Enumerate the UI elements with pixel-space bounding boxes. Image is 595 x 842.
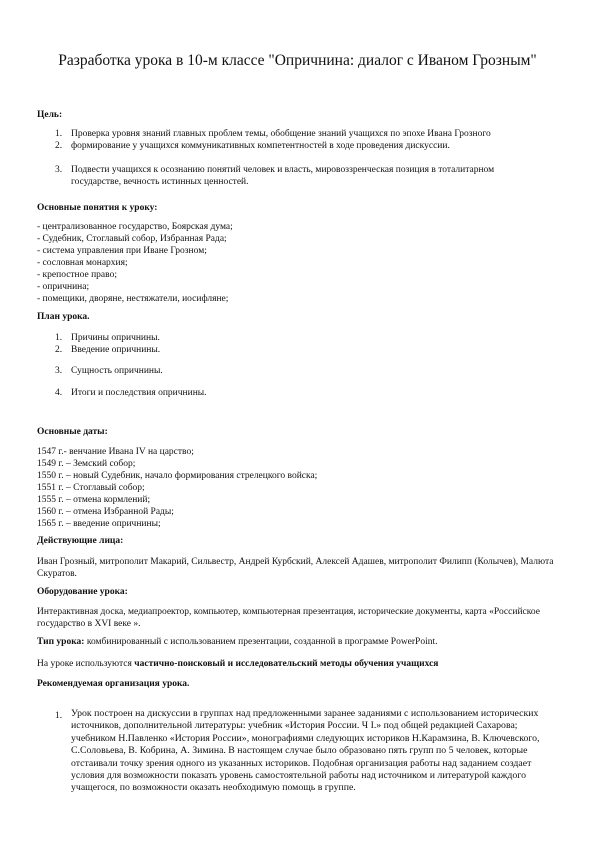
goal-item-text: Подвести учащихся к осознанию понятий человек и власть, мировоззренческая позиция в тоталитарном государстве, вечность истинных ценностей. (71, 165, 495, 187)
plan-item-text: Сущность опричнины. (71, 366, 163, 376)
concept-item: - Судебник, Стоглавый собор, Избранная Рада; (37, 234, 227, 244)
goal-item-text: формирование у учащихся коммуникативных компетентностей в ходе проведения дискуссии. (71, 141, 450, 151)
date-item: 1565 г. – введение опричнины; (37, 519, 161, 529)
plan-item-text: Итоги и последствия опричнины. (71, 388, 207, 398)
concept-item: - централизованное государство, Боярская дума; (37, 222, 233, 232)
goal-heading: Цель: (37, 110, 63, 120)
concept-item: - помещики, дворяне, нестяжатели, иосифляне; (37, 294, 229, 304)
date-item: 1550 г. – новый Судебник, начало формирования стрелецкого войска; (37, 471, 318, 481)
plan-item-text: Введение опричнины. (71, 345, 161, 355)
concepts-heading: Основные понятия к уроку: (37, 203, 158, 213)
page-title: Разработка урока в 10-м классе "Опричнина: диалог с Иваном Грозным" (58, 52, 537, 69)
concept-item: - система управления при Иване Грозном; (37, 246, 207, 256)
plan-heading: План урока. (37, 312, 90, 322)
lesson-type-text: комбинированный с использованием презентации, созданной в программе PowerPoint. (84, 637, 438, 647)
organization-item-text: Урок построен на дискуссии в группах над предложенными заранее заданиями с использованием исторических источников, дополнительной литературы: учебник «История России. Ч I.» под общей редакцией Сахарова; учебником Н.Павленко «История России», монографиями следующих историков Н.Карамзина, В. Ключевского, С.Соловьева, В. Кобрина, А. Зимина. В настоящем случае было образовано пять групп по 5 человек, которые отстаивали точку зрения одного из указанных историков. Подобная организация работы над заданием создает условия для возможности показать уровень самостоятельной работы над источником и литературой каждого учащегося, по возможности оказать необходимую помощь в группе. (71, 708, 540, 794)
plan-item-number: 1. (55, 333, 63, 343)
methods-bold: частично-поисковый и исследовательский методы обучения учащихся (134, 659, 439, 669)
equipment-heading: Оборудование урока: (37, 587, 128, 597)
plan-item-number: 3. (55, 366, 63, 376)
concept-item: - крепостное право; (37, 270, 117, 280)
methods-prefix: На уроке используются (37, 659, 135, 669)
date-item: 1555 г. – отмена кормлений; (37, 495, 151, 505)
organization-item-number: 1. (55, 711, 63, 721)
equipment-text: Интерактивная доска, медиапроектор, компьютер, компьютерная презентация, исторические документы, карта «Российское государство в XVI веке ». (37, 607, 540, 629)
goal-item-number: 1. (55, 129, 63, 139)
methods-paragraph (37, 658, 562, 670)
concept-item: - опричнина; (37, 282, 90, 292)
dates-heading: Основные даты: (37, 427, 108, 437)
date-item: 1551 г. – Стоглавый собор; (37, 483, 145, 493)
lesson-type-paragraph (37, 636, 562, 648)
date-item: 1560 г. – отмена Избранной Рады; (37, 507, 174, 517)
date-item: 1547 г.- венчание Ивана IV на царство; (37, 447, 194, 457)
lesson-type-label: Тип урока: (37, 637, 85, 647)
plan-item-number: 4. (55, 388, 63, 398)
concept-item: - сословная монархия; (37, 258, 128, 268)
plan-item-text: Причины опричнины. (71, 333, 160, 343)
goal-item-text: Проверка уровня знаний главных проблем темы, обобщение знаний учащихся по эпохе Ивана Грозного (71, 129, 491, 139)
date-item: 1549 г. – Земский собор; (37, 459, 136, 469)
plan-item-number: 2. (55, 345, 63, 355)
organization-heading: Рекомендуемая организация урока. (37, 679, 190, 689)
goal-item-number: 2. (55, 141, 63, 151)
persons-heading: Действующие лица: (37, 536, 124, 546)
goal-item-number: 3. (55, 165, 63, 175)
persons-text: Иван Грозный, митрополит Макарий, Сильвестр, Андрей Курбский, Алексей Адашев, митрополит Филипп (Колычев), Малюта Скуратов. (37, 557, 554, 579)
